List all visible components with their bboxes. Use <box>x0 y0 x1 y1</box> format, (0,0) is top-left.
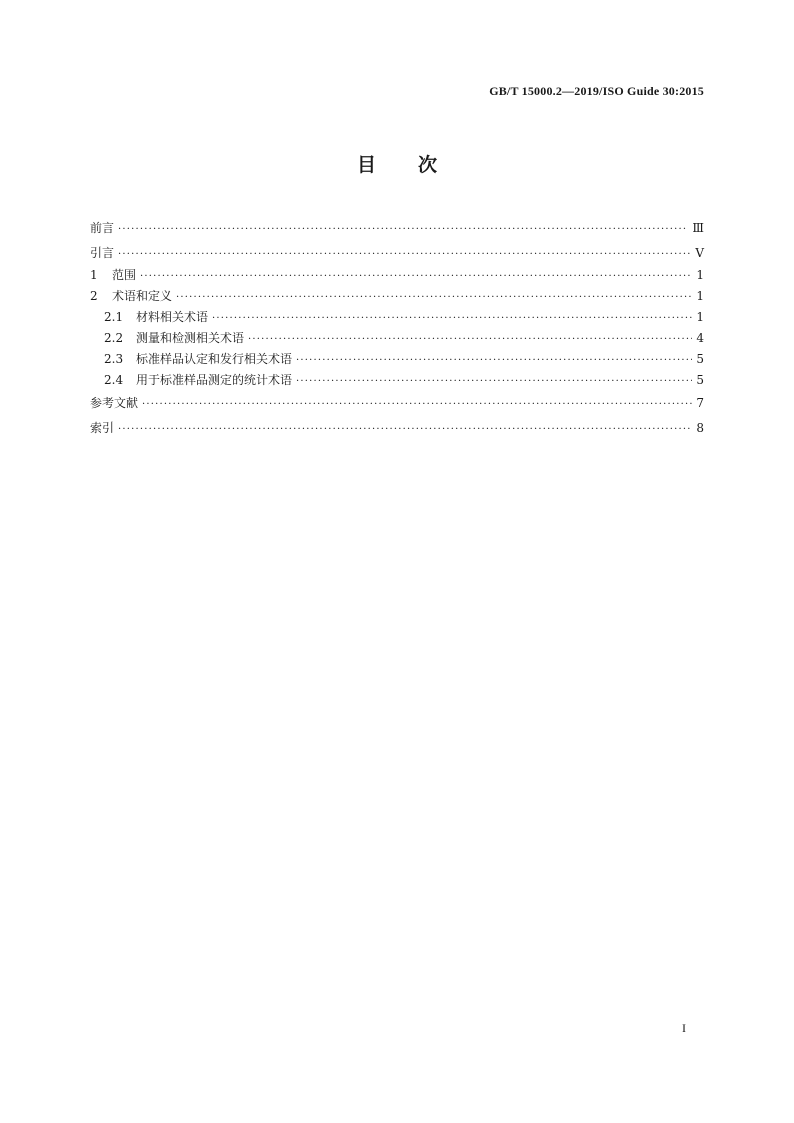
toc-entry-page: 8 <box>696 420 704 435</box>
toc-entry-number: 2.3 <box>104 352 124 366</box>
toc-entry-terms[interactable] <box>90 286 704 307</box>
dot-leader <box>140 266 692 287</box>
toc-entry-page: 4 <box>696 331 704 345</box>
toc-entry-material-terms[interactable] <box>90 307 704 328</box>
toc-entry-label: 前言 <box>90 221 115 235</box>
toc-entry-page: 7 <box>696 396 704 410</box>
toc-entry-page: 5 <box>696 373 704 387</box>
toc-entry-page: Ⅲ <box>692 221 704 235</box>
toc-entry-label: 用于标准样品测定的统计术语 <box>136 373 293 387</box>
toc-entry-foreword[interactable] <box>90 216 704 241</box>
toc-entry-number: 2.2 <box>104 331 124 345</box>
dot-leader <box>118 243 691 268</box>
toc-entry-number: 1 <box>90 268 98 282</box>
dot-leader <box>248 329 692 350</box>
document-code: GB/T 15000.2—2019/ISO Guide 30:2015 <box>489 84 704 98</box>
toc-entry-bibliography[interactable] <box>90 391 704 416</box>
toc-entry-label: 测量和检测相关术语 <box>136 331 245 345</box>
toc-entry-label: 参考文献 <box>90 396 139 410</box>
toc-entry-label: 引言 <box>90 245 115 260</box>
page-number: I <box>682 1021 686 1035</box>
toc-entry-label: 标准样品认定和发行相关术语 <box>136 352 293 366</box>
toc-entry-number: 2.4 <box>104 373 124 387</box>
toc-entry-label: 范围 <box>112 268 137 282</box>
toc-entry-page: 1 <box>696 310 704 324</box>
dot-leader <box>118 418 692 443</box>
page-title: 目次 <box>356 154 479 176</box>
dot-leader <box>296 371 692 392</box>
toc-entry-scope[interactable] <box>90 265 704 286</box>
toc-entry-page: 1 <box>696 268 704 282</box>
toc-entry-label: 材料相关术语 <box>136 310 209 324</box>
table-of-contents <box>90 216 704 440</box>
dot-leader <box>212 308 692 329</box>
toc-entry-introduction[interactable] <box>90 241 704 266</box>
toc-entry-number: 2.1 <box>104 310 124 324</box>
toc-entry-page: Ⅴ <box>695 245 704 260</box>
dot-leader <box>142 393 692 418</box>
toc-entry-label: 术语和定义 <box>112 289 173 303</box>
dot-leader <box>176 287 692 308</box>
toc-entry-label: 索引 <box>90 420 115 435</box>
toc-entry-page: 1 <box>696 289 704 303</box>
toc-entry-page: 5 <box>696 352 704 366</box>
toc-entry-measurement-terms[interactable] <box>90 328 704 349</box>
toc-entry-number: 2 <box>90 289 98 303</box>
toc-entry-index[interactable] <box>90 416 704 441</box>
toc-entry-certification-terms[interactable] <box>90 349 704 370</box>
toc-entry-statistical-terms[interactable] <box>90 370 704 391</box>
dot-leader <box>296 350 692 371</box>
dot-leader <box>118 218 688 243</box>
